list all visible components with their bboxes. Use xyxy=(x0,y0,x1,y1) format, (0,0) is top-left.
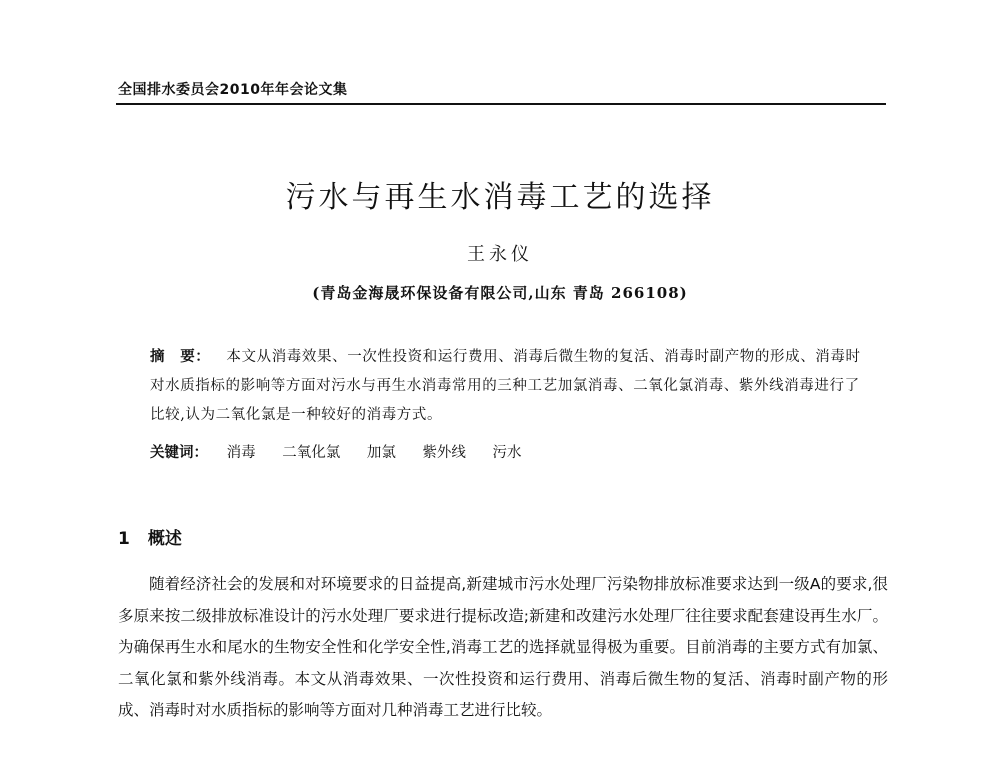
header-rule xyxy=(116,103,886,105)
section-number: 1 xyxy=(118,529,130,549)
abstract-text: 本文从消毒效果、一次性投资和运行费用、消毒后微生物的复活、消毒时副产物的形成、消毒时对水质指标的影响等方面对污水与再生水消毒常用的三种工艺加氯消毒、二氧化氯消毒、紫外线消毒进行了比较,认为二氧化氯是一种较好的消毒方式。 xyxy=(150,349,861,423)
abstract xyxy=(150,343,870,430)
author-name: 王永仪 xyxy=(467,244,533,265)
abstract-label: 摘 要： xyxy=(150,349,211,365)
author-affiliation: (青岛金海晟环保设备有限公司,山东 青岛 266108) xyxy=(312,284,688,302)
keywords-label: 关键词： xyxy=(150,445,208,461)
section-title: 概述 xyxy=(147,529,182,549)
running-header: 全国排水委员会2010年年会论文集 xyxy=(118,82,348,98)
body-paragraph: 随着经济社会的发展和对环境要求的日益提高,新建城市污水处理厂污染物排放标准要求达到一级A的要求,很多原来按二级排放标准设计的污水处理厂要求进行提标改造;新建和改建污水处理厂往往要求配套建设再生水厂。为确保再生水和尾水的生物安全性和化学安全性,消毒工艺的选择就显得极为重要。目前消毒的主要方式有加氯、二氧化氯和紫外线消毒。本文从消毒效果、一次性投资和运行费用、消毒后微生物的复活、消毒时副产物的形成、消毒时对水质指标的影响等方面对几种消毒工艺进行比较。 xyxy=(118,575,888,719)
keyword: 紫外线 xyxy=(422,445,466,461)
keyword: 污水 xyxy=(492,445,522,461)
keyword: 二氧化氯 xyxy=(282,445,341,461)
section-heading xyxy=(118,524,182,549)
keyword: 消毒 xyxy=(226,445,256,461)
paper-title: 污水与再生水消毒工艺的选择 xyxy=(285,180,715,215)
keyword: 加氯 xyxy=(366,445,396,461)
keywords xyxy=(150,441,870,465)
